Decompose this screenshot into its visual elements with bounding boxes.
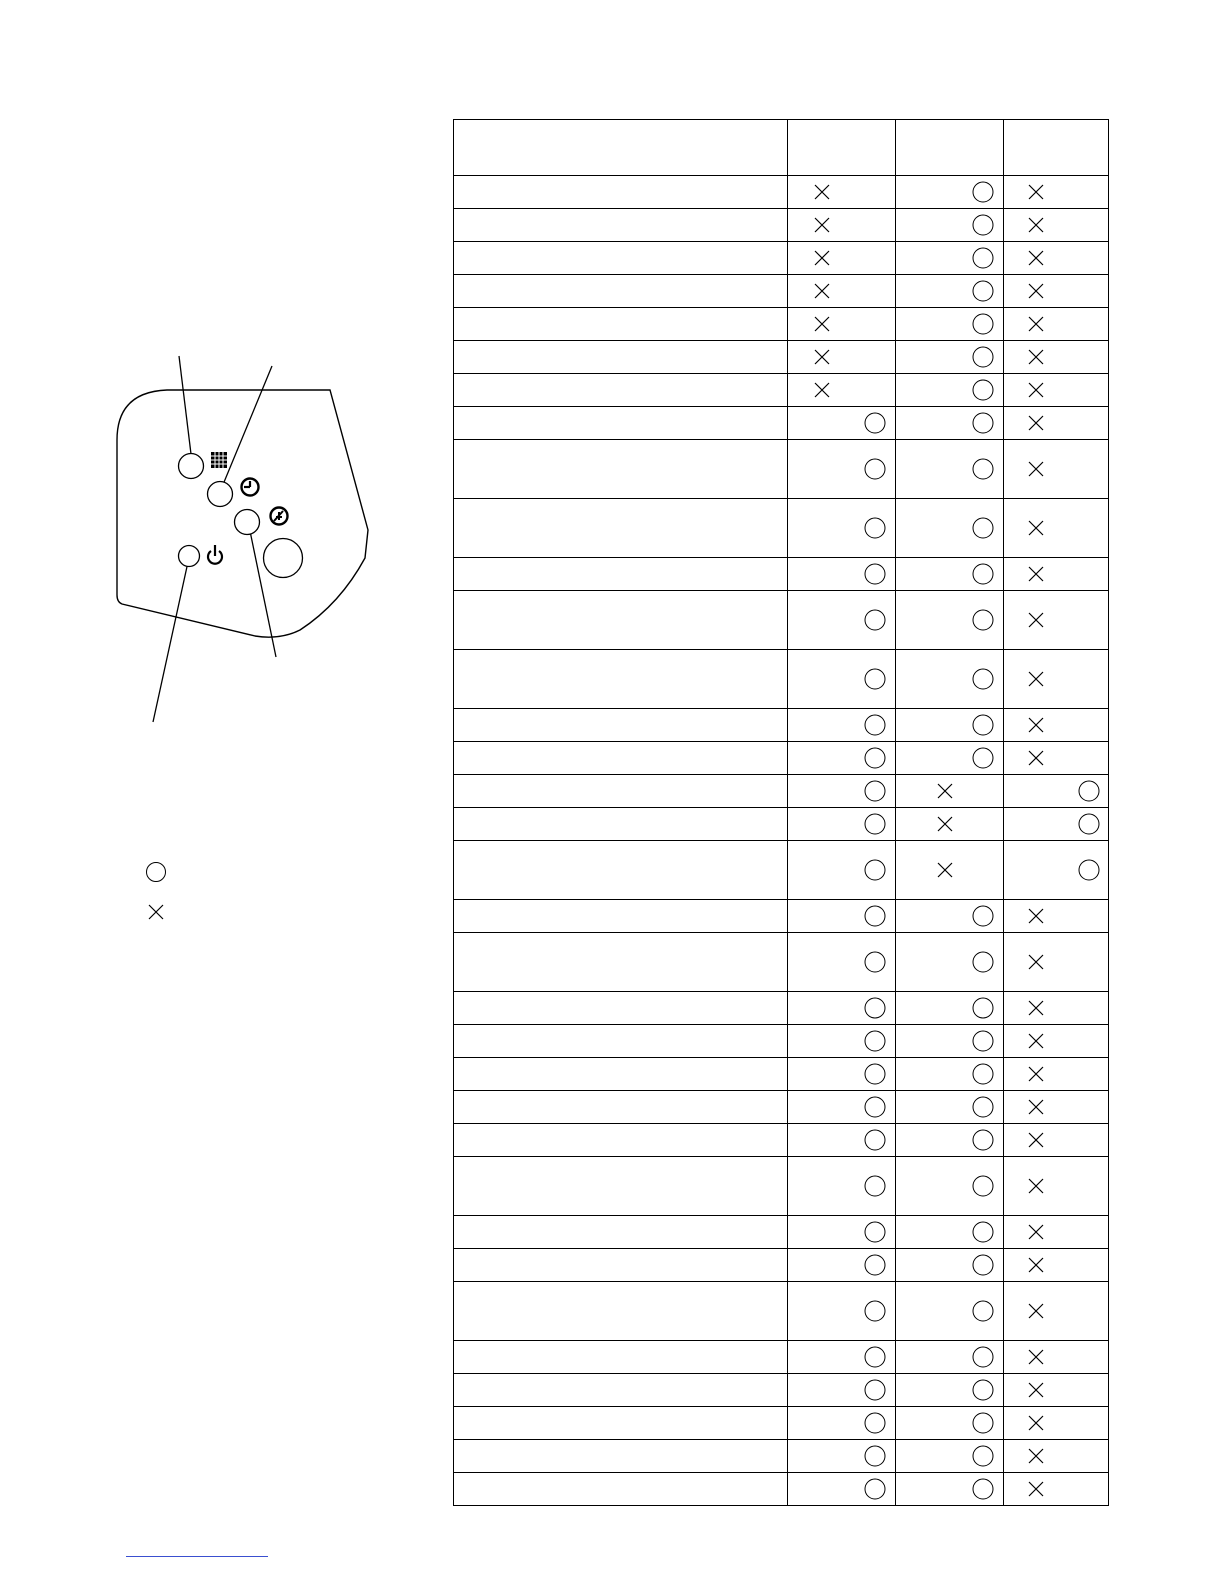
cross-icon [1024, 1411, 1048, 1435]
circle-icon [971, 213, 995, 237]
circle-icon [971, 1095, 995, 1119]
row-label [454, 900, 788, 933]
timer-button[interactable] [208, 482, 233, 507]
mark-cell-a [788, 374, 896, 407]
table-row [454, 242, 1109, 275]
mark-cell-a [788, 1407, 896, 1440]
circle-icon [863, 1128, 887, 1152]
mark-cell-a [788, 808, 896, 841]
circle-icon [971, 904, 995, 928]
cross-icon [810, 312, 834, 336]
footer-link-underline [126, 1556, 268, 1557]
circle-icon [863, 779, 887, 803]
row-label [454, 1282, 788, 1341]
control-panel-diagram [0, 0, 440, 760]
mark-cell-a [788, 1025, 896, 1058]
main-knob[interactable] [264, 539, 303, 578]
circle-icon [863, 1095, 887, 1119]
mark-cell-b [896, 933, 1004, 992]
mark-cell-b [896, 1091, 1004, 1124]
cross-icon [810, 279, 834, 303]
leader-line-power [153, 562, 188, 722]
circle-icon [971, 1477, 995, 1501]
circle-icon [971, 1128, 995, 1152]
circle-icon [971, 1029, 995, 1053]
table-row [454, 1058, 1109, 1091]
mark-cell-a [788, 1341, 896, 1374]
circle-icon [145, 861, 167, 883]
row-label [454, 242, 788, 275]
row-label [454, 591, 788, 650]
row-label [454, 933, 788, 992]
row-label [454, 209, 788, 242]
mark-cell-a [788, 709, 896, 742]
table-row [454, 407, 1109, 440]
table-row [454, 742, 1109, 775]
cross-icon [1024, 1029, 1048, 1053]
table-row [454, 1473, 1109, 1506]
mark-cell-a [788, 933, 896, 992]
row-label [454, 1407, 788, 1440]
mark-cell-b [896, 1216, 1004, 1249]
mark-cell-b [896, 808, 1004, 841]
mark-cell-c [1004, 1249, 1109, 1282]
cross-icon [810, 213, 834, 237]
cross-icon [1024, 1253, 1048, 1277]
table-row [454, 933, 1109, 992]
leader-line-program [179, 356, 191, 454]
mark-cell-b [896, 992, 1004, 1025]
table-row [454, 1282, 1109, 1341]
table-row [454, 1341, 1109, 1374]
table-row [454, 1374, 1109, 1407]
table-row [454, 1440, 1109, 1473]
circle-icon [863, 411, 887, 435]
cross-icon [810, 246, 834, 270]
circle-icon [971, 279, 995, 303]
circle-icon [971, 180, 995, 204]
mark-cell-c [1004, 841, 1109, 900]
row-label [454, 1025, 788, 1058]
circle-icon [863, 516, 887, 540]
table-row [454, 308, 1109, 341]
mark-cell-b [896, 1157, 1004, 1216]
mark-cell-b [896, 650, 1004, 709]
cross-icon [1024, 996, 1048, 1020]
table-row [454, 650, 1109, 709]
mark-cell-a [788, 1216, 896, 1249]
circle-icon [863, 667, 887, 691]
mark-cell-b [896, 742, 1004, 775]
mark-cell-c [1004, 1374, 1109, 1407]
row-label [454, 407, 788, 440]
table-row [454, 992, 1109, 1025]
mark-cell-b [896, 1374, 1004, 1407]
mark-cell-c [1004, 775, 1109, 808]
cross-icon [1024, 667, 1048, 691]
cross-icon [1024, 950, 1048, 974]
circle-icon [971, 1220, 995, 1244]
table-row [454, 176, 1109, 209]
circle-icon [971, 1378, 995, 1402]
circle-icon [971, 1174, 995, 1198]
mark-cell-a [788, 407, 896, 440]
mark-cell-c [1004, 275, 1109, 308]
row-label [454, 308, 788, 341]
legend-unavailable [145, 901, 177, 923]
cross-icon [810, 345, 834, 369]
mark-cell-a [788, 176, 896, 209]
mark-cell-c [1004, 1473, 1109, 1506]
circle-icon [863, 1411, 887, 1435]
circle-icon [1077, 858, 1101, 882]
circle-icon [971, 345, 995, 369]
row-label [454, 775, 788, 808]
circle-icon [971, 608, 995, 632]
mark-cell-b [896, 1473, 1004, 1506]
circle-icon [863, 1345, 887, 1369]
mark-cell-b [896, 1124, 1004, 1157]
mark-cell-a [788, 242, 896, 275]
mark-cell-c [1004, 933, 1109, 992]
mark-cell-c [1004, 1124, 1109, 1157]
circle-icon [863, 950, 887, 974]
leader-line-timer [222, 366, 272, 487]
row-label [454, 992, 788, 1025]
header-cell [1004, 120, 1109, 176]
table-row [454, 808, 1109, 841]
mark-cell-a [788, 1473, 896, 1506]
mark-cell-a [788, 1374, 896, 1407]
mark-cell-a [788, 1058, 896, 1091]
table-row [454, 499, 1109, 558]
cross-icon [1024, 246, 1048, 270]
circle-icon [863, 1253, 887, 1277]
mark-cell-b [896, 176, 1004, 209]
mark-cell-c [1004, 1341, 1109, 1374]
mark-cell-b [896, 407, 1004, 440]
row-label [454, 1440, 788, 1473]
circle-icon [971, 746, 995, 770]
compatibility-table [453, 119, 1109, 1506]
mark-cell-b [896, 1249, 1004, 1282]
circle-icon [863, 1444, 887, 1468]
row-label [454, 499, 788, 558]
cross-icon [1024, 608, 1048, 632]
cross-icon [1024, 1299, 1048, 1323]
power-button[interactable] [179, 546, 200, 567]
mark-cell-a [788, 1249, 896, 1282]
mark-cell-b [896, 1025, 1004, 1058]
cross-icon [1024, 312, 1048, 336]
mark-cell-a [788, 341, 896, 374]
cross-icon [1024, 1378, 1048, 1402]
table-row [454, 775, 1109, 808]
mark-cell-a [788, 1091, 896, 1124]
circle-icon [971, 378, 995, 402]
mark-cell-a [788, 775, 896, 808]
table-row [454, 1216, 1109, 1249]
circle-icon [971, 1444, 995, 1468]
circle-icon [971, 950, 995, 974]
circle-icon [863, 1299, 887, 1323]
circle-icon [863, 1174, 887, 1198]
mark-cell-c [1004, 209, 1109, 242]
circle-icon [863, 562, 887, 586]
mark-cell-a [788, 591, 896, 650]
mark-cell-c [1004, 591, 1109, 650]
legend-available [145, 861, 177, 883]
cross-icon [1024, 1444, 1048, 1468]
row-label [454, 709, 788, 742]
table-row [454, 1124, 1109, 1157]
mark-cell-b [896, 341, 1004, 374]
circle-icon [971, 1345, 995, 1369]
circle-icon [863, 1220, 887, 1244]
cross-icon [933, 858, 957, 882]
mark-cell-a [788, 275, 896, 308]
mark-cell-a [788, 742, 896, 775]
circle-icon [863, 713, 887, 737]
cross-icon [1024, 378, 1048, 402]
table-row [454, 209, 1109, 242]
grid-icon [211, 452, 227, 468]
row-label [454, 1473, 788, 1506]
mark-cell-b [896, 841, 1004, 900]
cross-icon [1024, 457, 1048, 481]
mark-cell-b [896, 775, 1004, 808]
mark-cell-c [1004, 558, 1109, 591]
cross-icon [1024, 279, 1048, 303]
row-label [454, 742, 788, 775]
table-row [454, 709, 1109, 742]
row-label [454, 1341, 788, 1374]
program-button[interactable] [179, 454, 204, 479]
row-label [454, 1249, 788, 1282]
mark-cell-b [896, 1440, 1004, 1473]
mark-cell-c [1004, 1091, 1109, 1124]
mark-cell-b [896, 374, 1004, 407]
circle-icon [863, 1378, 887, 1402]
table-row [454, 440, 1109, 499]
cross-icon [1024, 1128, 1048, 1152]
mark-cell-c [1004, 176, 1109, 209]
row-label [454, 1058, 788, 1091]
cross-icon [1024, 213, 1048, 237]
cross-icon [1024, 713, 1048, 737]
circle-icon [863, 858, 887, 882]
mark-cell-c [1004, 992, 1109, 1025]
row-label [454, 1216, 788, 1249]
mark-cell-b [896, 1407, 1004, 1440]
circle-icon [971, 562, 995, 586]
circle-icon [863, 812, 887, 836]
circle-icon [863, 1029, 887, 1053]
mark-cell-b [896, 900, 1004, 933]
mark-cell-a [788, 209, 896, 242]
mark-cell-c [1004, 1216, 1109, 1249]
mark-cell-c [1004, 242, 1109, 275]
mark-cell-a [788, 1124, 896, 1157]
circle-icon [971, 713, 995, 737]
mark-cell-b [896, 242, 1004, 275]
circle-icon [863, 1062, 887, 1086]
mark-cell-b [896, 709, 1004, 742]
mark-cell-c [1004, 499, 1109, 558]
mark-cell-c [1004, 742, 1109, 775]
circle-icon [971, 411, 995, 435]
mark-cell-a [788, 1157, 896, 1216]
row-label [454, 275, 788, 308]
table-row [454, 1407, 1109, 1440]
mark-cell-c [1004, 374, 1109, 407]
row-label [454, 176, 788, 209]
cross-icon [933, 779, 957, 803]
header-cell [896, 120, 1004, 176]
mark-cell-a [788, 308, 896, 341]
circle-icon [971, 1299, 995, 1323]
mark-cell-c [1004, 341, 1109, 374]
cross-icon [1024, 1095, 1048, 1119]
circle-icon [971, 516, 995, 540]
table-row [454, 591, 1109, 650]
eco-button[interactable] [235, 510, 260, 535]
header-cell [788, 120, 896, 176]
circle-icon [971, 246, 995, 270]
row-label [454, 841, 788, 900]
table-row [454, 900, 1109, 933]
table-row [454, 341, 1109, 374]
mark-cell-c [1004, 1407, 1109, 1440]
circle-icon [1077, 812, 1101, 836]
mark-cell-c [1004, 407, 1109, 440]
table-header-row [454, 120, 1109, 176]
mark-cell-c [1004, 1157, 1109, 1216]
table-row [454, 841, 1109, 900]
mark-cell-a [788, 499, 896, 558]
circle-icon [971, 312, 995, 336]
cross-icon [1024, 345, 1048, 369]
circle-icon [971, 1253, 995, 1277]
cross-icon [1024, 516, 1048, 540]
mark-cell-b [896, 499, 1004, 558]
row-label [454, 808, 788, 841]
cross-icon [1024, 562, 1048, 586]
mark-cell-c [1004, 1282, 1109, 1341]
mark-cell-b [896, 1058, 1004, 1091]
table-row [454, 374, 1109, 407]
clock-icon [242, 479, 259, 496]
cross-icon [1024, 1477, 1048, 1501]
mark-cell-b [896, 209, 1004, 242]
row-label [454, 1374, 788, 1407]
cross-icon [1024, 1345, 1048, 1369]
row-label [454, 558, 788, 591]
circle-icon [863, 746, 887, 770]
table-row [454, 1091, 1109, 1124]
row-label [454, 341, 788, 374]
row-label [454, 1124, 788, 1157]
circle-icon [863, 1477, 887, 1501]
mark-cell-a [788, 558, 896, 591]
mark-cell-c [1004, 650, 1109, 709]
mark-cell-c [1004, 440, 1109, 499]
mark-cell-c [1004, 900, 1109, 933]
circle-icon [1077, 779, 1101, 803]
circle-icon [971, 996, 995, 1020]
row-label [454, 650, 788, 709]
mark-cell-c [1004, 1440, 1109, 1473]
row-label [454, 440, 788, 499]
mark-cell-a [788, 841, 896, 900]
table-row [454, 1157, 1109, 1216]
circle-icon [971, 667, 995, 691]
circle-icon [971, 457, 995, 481]
table-row [454, 1025, 1109, 1058]
cross-icon [1024, 746, 1048, 770]
table-row [454, 1249, 1109, 1282]
mark-cell-b [896, 275, 1004, 308]
mark-cell-c [1004, 1058, 1109, 1091]
mark-cell-c [1004, 709, 1109, 742]
cross-icon [1024, 411, 1048, 435]
cross-icon [1024, 180, 1048, 204]
row-label [454, 1091, 788, 1124]
header-cell [454, 120, 788, 176]
cross-icon [810, 378, 834, 402]
mark-cell-a [788, 1440, 896, 1473]
leaf-circle-icon [271, 508, 288, 525]
cross-icon [145, 901, 167, 923]
power-icon [208, 545, 222, 564]
mark-cell-b [896, 440, 1004, 499]
circle-icon [971, 1062, 995, 1086]
mark-cell-c [1004, 808, 1109, 841]
table-row [454, 275, 1109, 308]
mark-cell-b [896, 558, 1004, 591]
cross-icon [1024, 904, 1048, 928]
mark-cell-b [896, 308, 1004, 341]
circle-icon [863, 457, 887, 481]
mark-cell-c [1004, 308, 1109, 341]
row-label [454, 1157, 788, 1216]
cross-icon [933, 812, 957, 836]
mark-cell-b [896, 1341, 1004, 1374]
mark-cell-b [896, 591, 1004, 650]
cross-icon [1024, 1062, 1048, 1086]
circle-icon [863, 904, 887, 928]
mark-cell-a [788, 1282, 896, 1341]
cross-icon [1024, 1220, 1048, 1244]
mark-cell-a [788, 440, 896, 499]
circle-icon [863, 996, 887, 1020]
mark-cell-a [788, 992, 896, 1025]
mark-cell-a [788, 650, 896, 709]
mark-cell-c [1004, 1025, 1109, 1058]
circle-icon [971, 1411, 995, 1435]
mark-cell-a [788, 900, 896, 933]
cross-icon [1024, 1174, 1048, 1198]
circle-icon [863, 608, 887, 632]
cross-icon [810, 180, 834, 204]
row-label [454, 374, 788, 407]
mark-cell-b [896, 1282, 1004, 1341]
table-row [454, 558, 1109, 591]
